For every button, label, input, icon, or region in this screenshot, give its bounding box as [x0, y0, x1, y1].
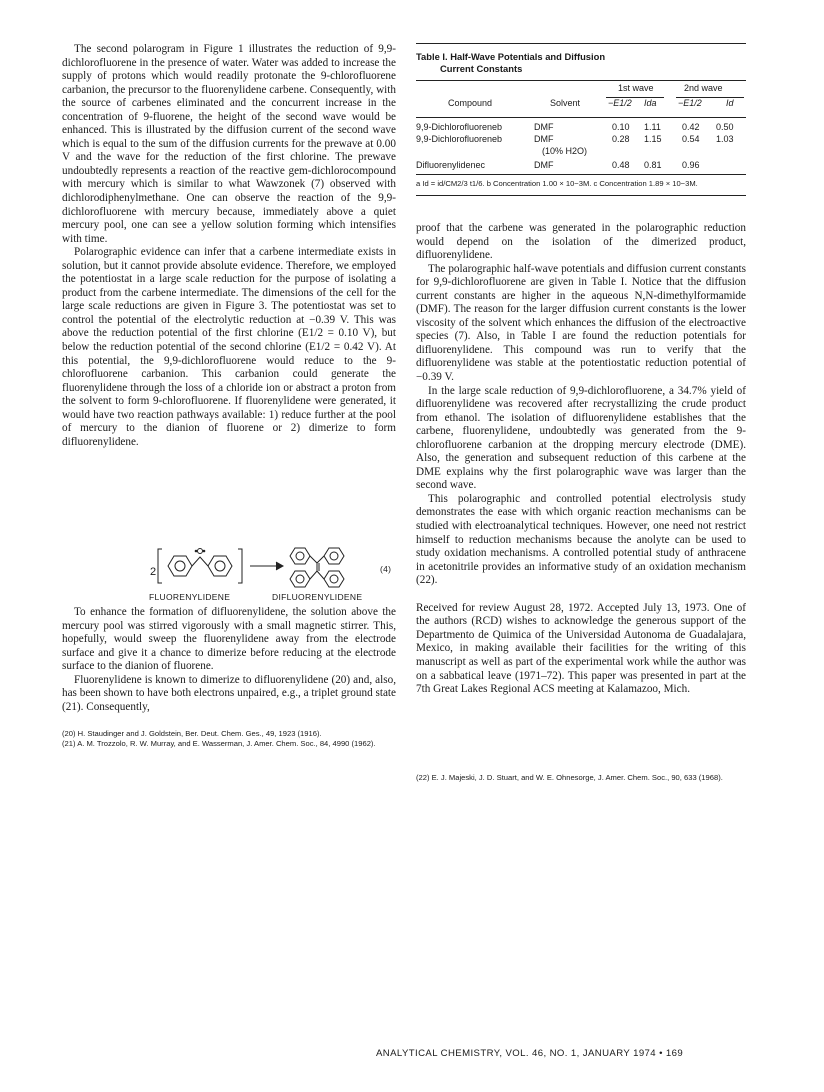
cell: 0.10: [612, 122, 630, 132]
cell: DMF: [534, 122, 554, 132]
table-rule: [416, 174, 746, 175]
col-header: Solvent: [550, 98, 581, 108]
paragraph: This polarographic and controlled potential electrolysis study demonstrates the ease with which organic reaction mechanisms can be studied with electroanalytical techniques. However, one need not restrict himself to reduction mechanisms because the anolyte can be used to study oxidation mechanisms. A controlled potential study of anthracene in acetonitrile provides an informative study of an oxidation mechanism (22).: [416, 492, 746, 587]
cell: Difluorenylidenec: [416, 160, 486, 170]
received-note: Received for review August 28, 1972. Accepted July 13, 1973. One of the authors (RCD) wishes to acknowledge the generous support of the Departmento de Quimica of the Universidad Autonoma de Guadalajara, Mexico, in making available their facilities for the writing of this manuscript as well as part of the experimental work while the author was on a sabbatical leave (1971–72). This paper was presented in part at the 7th Great Lakes Regional ACS meeting at Kalamazoo, Mich.: [416, 601, 746, 696]
table-row: [416, 122, 746, 134]
paragraph: In the large scale reduction of 9,9-dichlorofluorene, a 34.7% yield of difluorenylidene was recovered after recrystallizing the crude product from ethanol. The isolation of difluorenylidene establishes that the carbene, fluorenylidene, undoubtedly was generated from the 9-chlorofluorene carbanion at the dropping mercury electrode (DME). Also, the generation and subsequent reduction of this carbene at the DME explains why the first polarographic wave was larger than the second wave.: [416, 384, 746, 492]
table-row: [416, 160, 746, 174]
paragraph: The second polarogram in Figure 1 illustrates the reduction of 9,9-dichlorofluorene in the presence of water. Water was added to increase the supply of protons which would readily protonate the 9-chlorofluorene carbanion, the precursor to the fluorenylidene carbene. Consequently, with the source of carbenes eliminated and the concurrent increase in the concentration of 9-fluorene, the height of the second wave would be enhanced. This is illustrated by the diffusion current of the second wave which is equal to the sum of the diffusion currents for the prewave at 0.00 V and the wave for the reduction of the first chlorine. The prewave undoubtedly represents a reaction of the reactive gem-dichlorocompound with mercury which is similar to what Wawzonek (7) observed with dichlorodiphenylmethane. One can observe the reaction of the 9,9-dichlorofluorene with mercury because, immediately above a quiet mercury pool, one can see a yellow solution forming which intensifies with time.: [62, 43, 396, 245]
paragraph: Polarographic evidence can infer that a carbene intermediate exists in solution, but it cannot provide absolute evidence. Therefore, we employed the potentiostat in a large scale reduction for the purpose of isolating a product from the carbene intermediate. The dimensions of the cell for the large scale reductions are given in Figure 3. The potentiostat was set to control the potential of the electrolytic reduction at −0.39 V. This was above the reduction potential of the first chlorine (E1/2 = 0.10 V), but below the reduction potential of the second chlorine (E1/2 = 0.42 V). At this potential, the 9,9-dichlorofluorene would reduce to the 9-chlorofluorene carbanion. This carbanion could generate the fluorenylidene through the loss of a chloride ion or abstract a proton from the solvent to form 9-chlorofluorene. If fluorenylidene were generated, it would have two reaction pathways available: 1) reduce further at the pool of mercury to the dianion of fluorene or 2) dimerize to form difluorenylidene.: [62, 246, 396, 448]
table-1: [416, 43, 746, 196]
reference: (22) E. J. Majeski, J. D. Stuart, and W. E. Ohnesorge, J. Amer. Chem. Soc., 90, 633 (1968).: [416, 773, 723, 782]
table-rule: [416, 80, 746, 81]
cell: 0.81: [644, 160, 662, 170]
reaction-scheme-drawing: [62, 543, 396, 591]
stoichiometric-coefficient: 2: [150, 566, 157, 578]
left-column-continued: [62, 606, 396, 714]
col-header: Compound: [448, 98, 493, 108]
table-header-row: [416, 98, 746, 117]
left-column: [62, 43, 396, 449]
figure-label-difluorenylidene: DIFLUORENYLIDENE: [272, 592, 363, 602]
page-footer: ANALYTICAL CHEMISTRY, VOL. 46, NO. 1, JANUARY 1974 • 169: [376, 1048, 684, 1059]
table-footnote: a Id = id/CM2/3 t1/6. b Concentration 1.00 × 10−3M. c Concentration 1.89 × 10−3M.: [416, 179, 698, 188]
equation-number: (4): [380, 564, 392, 574]
cell: DMF: [534, 134, 554, 144]
table-top-rule: [416, 43, 746, 44]
right-column: [416, 222, 746, 697]
cell: 0.96: [682, 160, 700, 170]
cell: 9,9-Dichlorofluoreneb: [416, 134, 503, 144]
cell: 1.11: [644, 122, 661, 132]
cell: 0.28: [612, 134, 630, 144]
table-title: [416, 51, 746, 74]
paragraph: The polarographic half-wave potentials and diffusion current constants for 9,9-dichlorofluorene are given in Table I. Notice that the diffusion current constants are higher in the aqueous N,N-dimethylformamide (DMF). The reason for the larger diffusion current constants is the lower viscosity of the solvent which enhances the diffusion of the electroactive species (7). Also, in Table I are found the reduction potentials for difluorenylidene. This compound was run to verify that the difluorenylidene was stable at the potentiostatic reduction potential of −0.39 V.: [416, 262, 746, 384]
table-title-line: Table I. Half-Wave Potentials and Diffusion: [416, 51, 606, 62]
cell: 0.48: [612, 160, 630, 170]
left-references: [62, 729, 396, 748]
table-title-line: Current Constants: [440, 62, 523, 74]
cell: DMF: [534, 160, 554, 170]
cell: 0.54: [682, 134, 700, 144]
group-header-1st-wave: 1st wave: [618, 83, 654, 93]
reaction-scheme: [62, 543, 396, 603]
right-references: [416, 773, 746, 783]
table-row: [416, 134, 746, 146]
table-group-header: [416, 83, 746, 97]
cell: 1.15: [644, 134, 662, 144]
cell: 0.50: [716, 122, 734, 132]
cell: 1.03: [716, 134, 734, 144]
cell: 9,9-Dichlorofluoreneb: [416, 122, 503, 132]
reference: (20) H. Staudinger and J. Goldstein, Ber. Deut. Chem. Ges., 49, 1923 (1916).: [62, 729, 322, 738]
col-header: −E1/2: [678, 98, 702, 108]
paragraph: Fluorenylidene is known to dimerize to difluorenylidene (20) and, also, has been shown to have both electrons unpaired, e.g., a triplet ground state (21). Consequently,: [62, 673, 396, 713]
cell: 0.42: [682, 122, 700, 132]
group-header-2nd-wave: 2nd wave: [684, 83, 723, 93]
figure-label-fluorenylidene: FLUORENYLIDENE: [149, 592, 231, 602]
cell: (10% H2O): [542, 146, 588, 156]
col-header: Ida: [644, 98, 657, 108]
reference: (21) A. M. Trozzolo, R. W. Murray, and E. Wasserman, J. Amer. Chem. Soc., 84, 4990 (1962).: [62, 738, 376, 748]
paragraph: proof that the carbene was generated in the polarographic reduction would depend on the isolation of the dimerized product, difluorenylidene.: [416, 222, 746, 262]
paragraph: To enhance the formation of difluorenylidene, the solution above the mercury pool was stirred vigorously with a small magnetic stirrer. This, hopefully, would sweep the fluorenylidene away from the electrode surface and give it a chance to dimerize before reducing at the electrode surface to the dianion of fluorene.: [62, 606, 396, 673]
col-header: −E1/2: [608, 98, 632, 108]
table-row: [416, 146, 746, 160]
table-bottom-rule: [416, 195, 746, 196]
col-header: Id: [726, 98, 734, 108]
